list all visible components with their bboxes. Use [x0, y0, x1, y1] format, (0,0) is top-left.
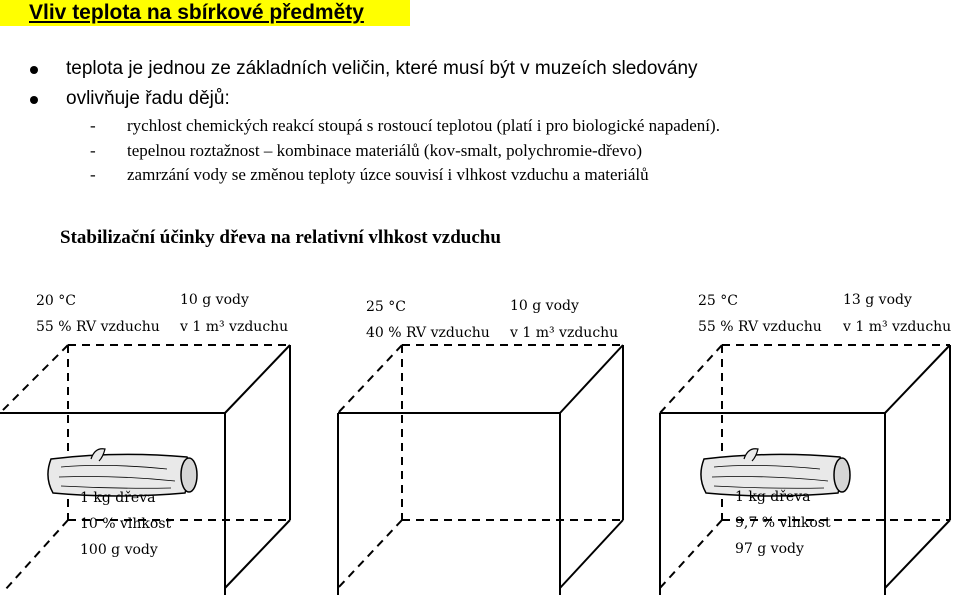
wood-mass-label: 1 kg dřeva: [80, 490, 156, 506]
bullet-text: teplota je jednou ze základních veličin, které musí být v muzeích sledovány: [66, 58, 698, 79]
relative-humidity-label: 55 % RV vzduchu: [698, 319, 822, 335]
wood-log: [48, 449, 197, 496]
wood-moisture-label: 9,7 % vlhkost: [735, 515, 831, 531]
wood-water-label: 100 g vody: [80, 542, 158, 558]
cube-1-labels: [36, 292, 288, 335]
cube-3-wood-labels: [735, 489, 831, 557]
water-amount-label: 10 g vody: [180, 292, 249, 308]
sub-item-text: rychlost chemických reakcí stoupá s rostoucí teplotou (platí i pro biologické napadení).: [127, 116, 720, 135]
air-volume-label: v 1 m³ vzduchu: [510, 325, 619, 341]
temperature-label: 25 °C: [366, 299, 406, 315]
temperature-label: 20 °C: [36, 293, 76, 309]
sub-item-text: tepelnou roztažnost – kombinace materiálů (kov-smalt, polychromie-dřevo): [127, 141, 643, 160]
dash-marker: -: [90, 141, 96, 160]
cube-1-wood-labels: [80, 490, 172, 558]
wood-mass-label: 1 kg dřeva: [735, 489, 811, 505]
cube-2: [338, 345, 623, 595]
dash-marker: -: [90, 165, 96, 184]
air-volume-label: v 1 m³ vzduchu: [843, 319, 952, 335]
air-volume-label: v 1 m³ vzduchu: [180, 319, 289, 335]
diagram-subtitle: Stabilizační účinky dřeva na relativní vlhkost vzduchu: [60, 227, 501, 248]
page-title: Vliv teplota na sbírkové předměty: [29, 1, 364, 24]
wood-moisture-label: 10 % vlhkost: [80, 516, 172, 532]
bullet-text: ovlivňuje řadu dějů:: [66, 88, 230, 109]
cube-2-labels: [366, 298, 618, 341]
dash-marker: -: [90, 116, 96, 135]
sub-item-text: zamrzání vody se změnou teploty úzce souvisí i vlhkost vzduchu a materiálů: [127, 165, 649, 184]
relative-humidity-label: 40 % RV vzduchu: [366, 325, 490, 341]
cube-3-labels: [698, 292, 951, 335]
relative-humidity-label: 55 % RV vzduchu: [36, 319, 160, 335]
water-amount-label: 13 g vody: [843, 292, 912, 308]
temperature-label: 25 °C: [698, 293, 738, 309]
water-amount-label: 10 g vody: [510, 298, 579, 314]
wood-water-label: 97 g vody: [735, 541, 804, 557]
